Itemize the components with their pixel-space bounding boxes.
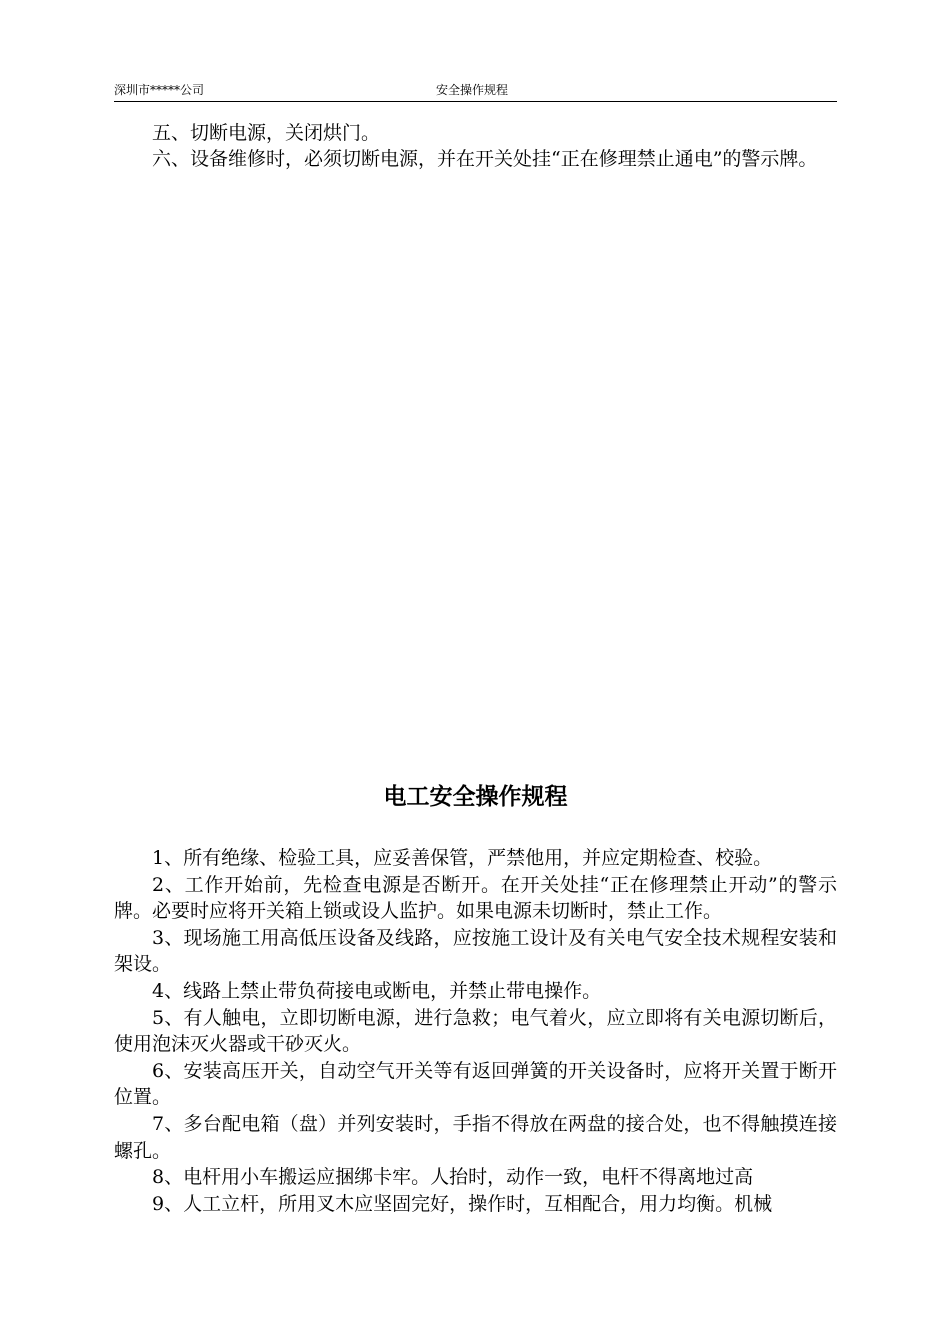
rule-item: 2、工作开始前，先检查电源是否断开。在开关处挂“正在修理禁止开动”的警示牌。必要时应将开关箱上锁或设人监护。如果电源未切断时，禁止工作。 [114,873,837,923]
page-header [114,82,837,102]
document-title: 电工安全操作规程 [383,784,568,810]
continued-section [114,120,837,172]
rule-item: 8、电杆用小车搬运应捆绑卡牢。人抬时，动作一致，电杆不得离地过高 [152,1166,754,1189]
rule-item: 3、现场施工用高低压设备及线路，应按施工设计及有关电气安全技术规程安装和架设。 [114,926,837,976]
rule-item: 6、安装高压开关，自动空气开关等有返回弹簧的开关设备时，应将开关置于断开位置。 [114,1059,837,1109]
paragraph: 六、设备维修时，必须切断电源，并在开关处挂“正在修理禁止通电”的警示牌。 [152,148,818,170]
rules-list [114,845,837,1217]
rule-item: 1、所有绝缘、检验工具，应妥善保管，严禁他用，并应定期检查、校验。 [152,847,773,869]
paragraph: 五、切断电源，关闭烘门。 [152,122,381,144]
rule-item: 5、有人触电，立即切断电源，进行急救；电气着火，应立即将有关电源切断后，使用泡沫灭火器或干砂灭火。 [114,1006,837,1056]
header-doc-name: 安全操作规程 [436,83,509,97]
rule-item: 7、多台配电箱（盘）并列安装时，手指不得放在两盘的接合处，也不得触摸连接螺孔。 [114,1112,837,1162]
header-company: 深圳市*****公司 [114,83,205,97]
rule-item: 9、人工立杆，所用叉木应坚固完好，操作时，互相配合，用力均衡。机械 [152,1192,773,1215]
rule-item: 4、线路上禁止带负荷接电或断电，并禁止带电操作。 [152,979,602,1002]
